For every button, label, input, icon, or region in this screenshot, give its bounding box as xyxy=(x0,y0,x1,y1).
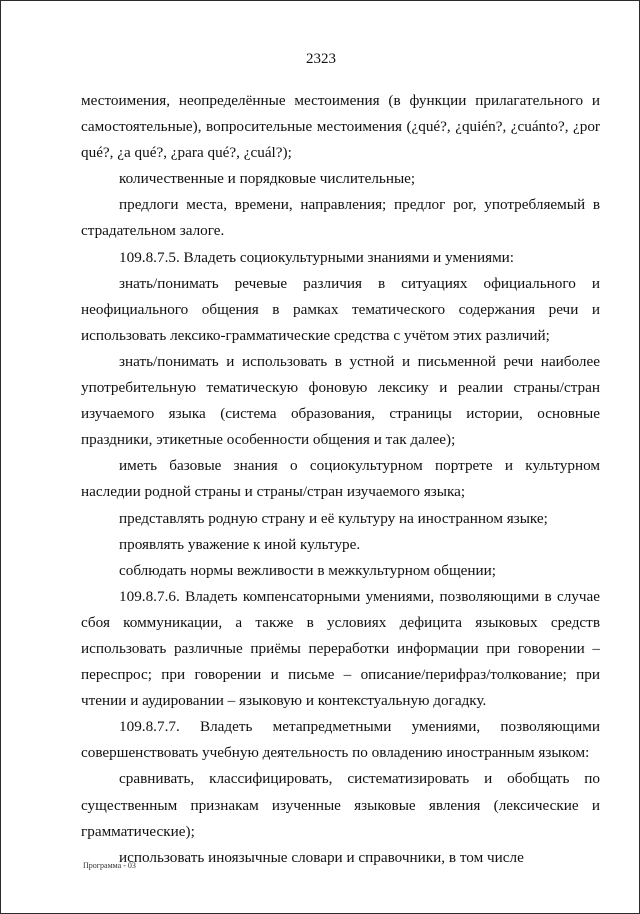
footer-program-label: Программа - 03 xyxy=(83,861,136,870)
paragraph-background-vocabulary: знать/понимать и использовать в устной и письменной речи наиболее употребительную тематическую фоновую лексику и реалии страны/стран изучаемого языка (система образования, страницы истории, основные праздники, этикетные особенности общения и так далее); xyxy=(81,352,600,449)
paragraph-pronouns: местоимения, неопределённые местоимения (в функции прилагательного и самостоятельные), вопросительные местоимения (¿qué?, ¿quién?, ¿cuánto?, ¿por qué?, ¿a qué?, ¿para qué?, ¿cuál?); xyxy=(81,92,600,162)
document-body xyxy=(81,88,600,871)
page-number: 2323 xyxy=(306,51,336,67)
paragraph-respect-culture: проявлять уважение к иной культуре. xyxy=(119,535,361,553)
section-heading-109-8-7-5: 109.8.7.5. Владеть социокультурными знаниями и умениями: xyxy=(119,248,515,266)
paragraph-numerals: количественные и порядковые числительные; xyxy=(119,170,416,188)
section-heading-109-8-7-6: 109.8.7.6. Владеть компенсаторными умениями, позволяющими в случае сбоя коммуникации, а также в условиях дефицита языковых средств использовать различные приёмы переработки информации при говорении – переспрос; при говорении и письме – описание/перифраз/толкование; при чтении и аудировании – языковую и контекстуальную догадку. xyxy=(81,587,600,710)
paragraph-politeness-norms: соблюдать нормы вежливости в межкультурном общении; xyxy=(119,561,496,579)
paragraph-sociocultural-knowledge: иметь базовые знания о социокультурном портрете и культурном наследии родной страны и страны/стран изучаемого языка; xyxy=(81,457,600,501)
paragraph-represent-country: представлять родную страну и её культуру на иностранном языке; xyxy=(119,509,548,527)
paragraph-speech-differences: знать/понимать речевые различия в ситуациях официального и неофициального общения в рамках тематического содержания речи и использовать лексико-грамматические средства с учётом этих различий; xyxy=(81,274,600,344)
paragraph-use-dictionaries: использовать иноязычные словари и справочники, в том числе xyxy=(119,848,524,866)
section-heading-109-8-7-7: 109.8.7.7. Владеть метапредметными умениями, позволяющими совершенствовать учебную деятельность по овладению иностранным языком: xyxy=(81,718,600,762)
paragraph-prepositions: предлоги места, времени, направления; предлог por, употребляемый в страдательном залоге. xyxy=(81,196,600,240)
paragraph-compare-classify: сравнивать, классифицировать, систематизировать и обобщать по существенным признакам изученные языковые явления (лексические и грамматические); xyxy=(81,770,600,840)
